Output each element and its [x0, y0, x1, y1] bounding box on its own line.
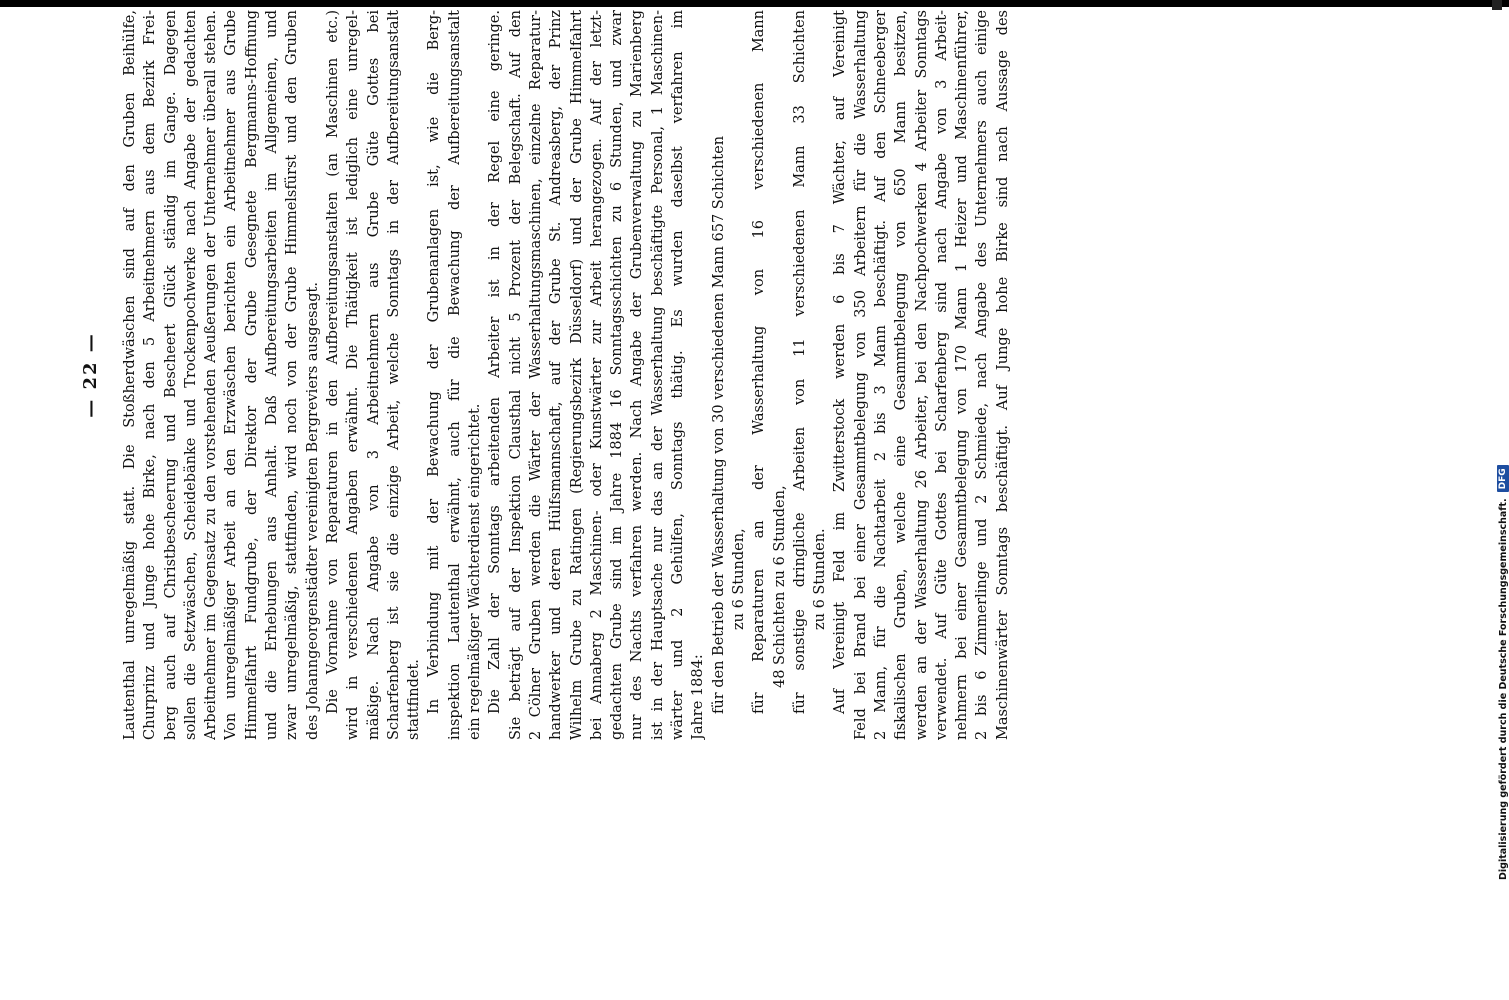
- text-line: inspektion Lautenthal erwähnt, auch für die Bewachung der Aufbereitungsanstalt: [446, 10, 463, 740]
- text-line: Die Zahl der Sonntags arbeitenden Arbeiter ist in der Regel eine geringe.: [487, 10, 504, 714]
- text-line: Arbeitnehmer im Gegensatz zu den vorstehenden Aeußerungen der Unternehmer überall stehen.: [203, 10, 220, 740]
- text-line: Auf Vereinigt Feld im Zwitterstock werden 6 bis 7 Wächter, auf Vereinigt: [832, 10, 849, 714]
- text-line: ein regelmäßiger Wächterdienst eingerichtet.: [467, 403, 484, 740]
- text-line: 48 Schichten zu 6 Stunden,: [771, 485, 788, 688]
- page-number: — 22 —: [79, 332, 101, 418]
- text-line: stattfindet.: [406, 659, 423, 740]
- text-line: handwerker und deren Hülfsmannschaft, auf der Grube St. Andreasberg, der Prinz: [548, 10, 565, 740]
- text-line: Jahre 1884:: [690, 654, 707, 740]
- text-line: In Verbindung mit der Bewachung der Grubenanlagen ist, wie die Berg-: [426, 10, 443, 714]
- text-line: nur des Nachts verfahren werden. Nach Angabe der Grubenverwaltung zu Marienberg: [629, 10, 646, 740]
- text-line: für Reparaturen an der Wasserhaltung von 16 verschiedenen Mann: [751, 10, 768, 714]
- text-line: verwendet. Auf Güte Gottes bei Scharfenberg sind nach Angabe von 3 Arbeit-: [933, 10, 950, 740]
- text-line: berg auch auf Christbescheerung und Bescheert Glück ständig im Gange. Dagegen: [162, 10, 179, 740]
- text-line: wird in verschiedenen Angaben erwähnt. Die Thätigkeit ist lediglich eine unregel-: [345, 10, 362, 740]
- text-line: Von unregelmäßiger Arbeit an den Erzwäschen berichten ein Arbeitnehmer aus Grube: [223, 10, 240, 740]
- text-line: zu 6 Stunden.: [812, 528, 829, 630]
- text-line: für sonstige dringliche Arbeiten von 11 verschiedenen Mann 33 Schichten: [791, 10, 808, 714]
- text-line: bei Annaberg 2 Maschinen- oder Kunstwärter zur Arbeit herangezogen. Auf der letzt-: [588, 10, 605, 740]
- text-line: 2 Cölner Gruben werden die Wärter der Wasserhaltungsmaschinen, einzelne Reparatur-: [527, 10, 544, 740]
- text-line: Scharfenberg ist sie die einzige Arbeit, welche Sonntags in der Aufbereitungsanstalt: [385, 10, 402, 740]
- text-line: 2 bis 6 Zimmerlinge und 2 Schmiede, nach Angabe des Unternehmers auch einige: [974, 10, 991, 740]
- digitization-credit: [1495, 0, 1509, 900]
- text-line: werden an der Wasserhaltung 26 Arbeiter, bei den Nachpochwerken 4 Arbeiter Sonntags: [913, 10, 930, 740]
- text-line: 2 Mann, für die Nachtarbeit 2 bis 3 Mann beschäftigt. Auf den Schneeberger: [872, 10, 889, 740]
- text-line: wärter und 2 Gehülfen, Sonntags thätig. Es wurden daselbst verfahren im: [670, 10, 687, 740]
- text-line: und die Erhebungen aus Anhalt. Daß Aufbereitungsarbeiten im Allgemeinen, und: [264, 10, 281, 740]
- dfg-logo: DFG: [1497, 465, 1509, 492]
- text-line: Maschinenwärter Sonntags beschäftigt. Auf Junge hohe Birke sind nach Aussage des: [994, 10, 1011, 740]
- text-line: Himmelfahrt Fundgrube, der Direktor der Grube Gesegnete Bergmanns-Hoffnung: [243, 10, 260, 740]
- text-line: Lautenthal unregelmäßig statt. Die Stoßherdwäschen sind auf den Gruben Beihülfe,: [122, 10, 138, 740]
- body-text: [120, 10, 1013, 740]
- text-line: Churprinz und Junge hohe Birke, nach den 5 Arbeitnehmern aus dem Bezirk Frei-: [142, 10, 159, 740]
- credit-text: Digitalisierung gefördert durch die Deutsche Forschungsgemeinschaft.: [1497, 498, 1509, 880]
- text-line: mäßige. Nach Angabe von 3 Arbeitnehmern aus Grube Güte Gottes bei: [365, 10, 382, 740]
- scan-top-edge: [0, 0, 1509, 7]
- text-line: des Johanngeorgenstädter vereinigten Bergreviers ausgesagt.: [304, 282, 321, 740]
- text-line: gedachten Grube sind im Jahre 1884 16 Sonntagsschichten zu 6 Stunden, und zwar: [609, 10, 626, 740]
- text-line: sollen die Setzwäschen, Scheidebänke und Trockenpochwerke nach Angabe der gedachten: [182, 10, 199, 740]
- text-line: für den Betrieb der Wasserhaltung von 30 verschiedenen Mann 657 Schichten: [710, 135, 727, 714]
- text-line: Feld bei Brand bei einer Gesammtbelegung von 350 Arbeitern für die Wasserhaltung: [852, 10, 869, 740]
- text-line: Wilhelm Grube zu Ratingen (Regierungsbezirk Düsseldorf) und der Grube Himmelfahrt: [568, 10, 585, 740]
- text-line: ist in der Hauptsache nur das an der Wasserhaltung beschäftigte Personal, 1 Maschinen-: [649, 10, 666, 740]
- text-line: Die Vornahme von Reparaturen in den Aufbereitungsanstalten (an Maschinen etc.): [324, 10, 341, 714]
- rotated-text-block: [60, 10, 1310, 740]
- text-line: Sie beträgt auf der Inspektion Clausthal nicht 5 Prozent der Belegschaft. Auf den: [507, 10, 524, 740]
- text-line: zwar unregelmäßig, stattfinden, wird noch von der Grube Himmelsfürst und den Gruben: [284, 10, 301, 740]
- text-line: nehmern bei einer Gesammtbelegung von 170 Mann 1 Heizer und Maschinenführer,: [954, 10, 971, 740]
- text-line: fiskalischen Gruben, welche eine Gesammtbelegung von 650 Mann besitzen,: [893, 10, 910, 740]
- text-line: zu 6 Stunden,: [730, 528, 747, 630]
